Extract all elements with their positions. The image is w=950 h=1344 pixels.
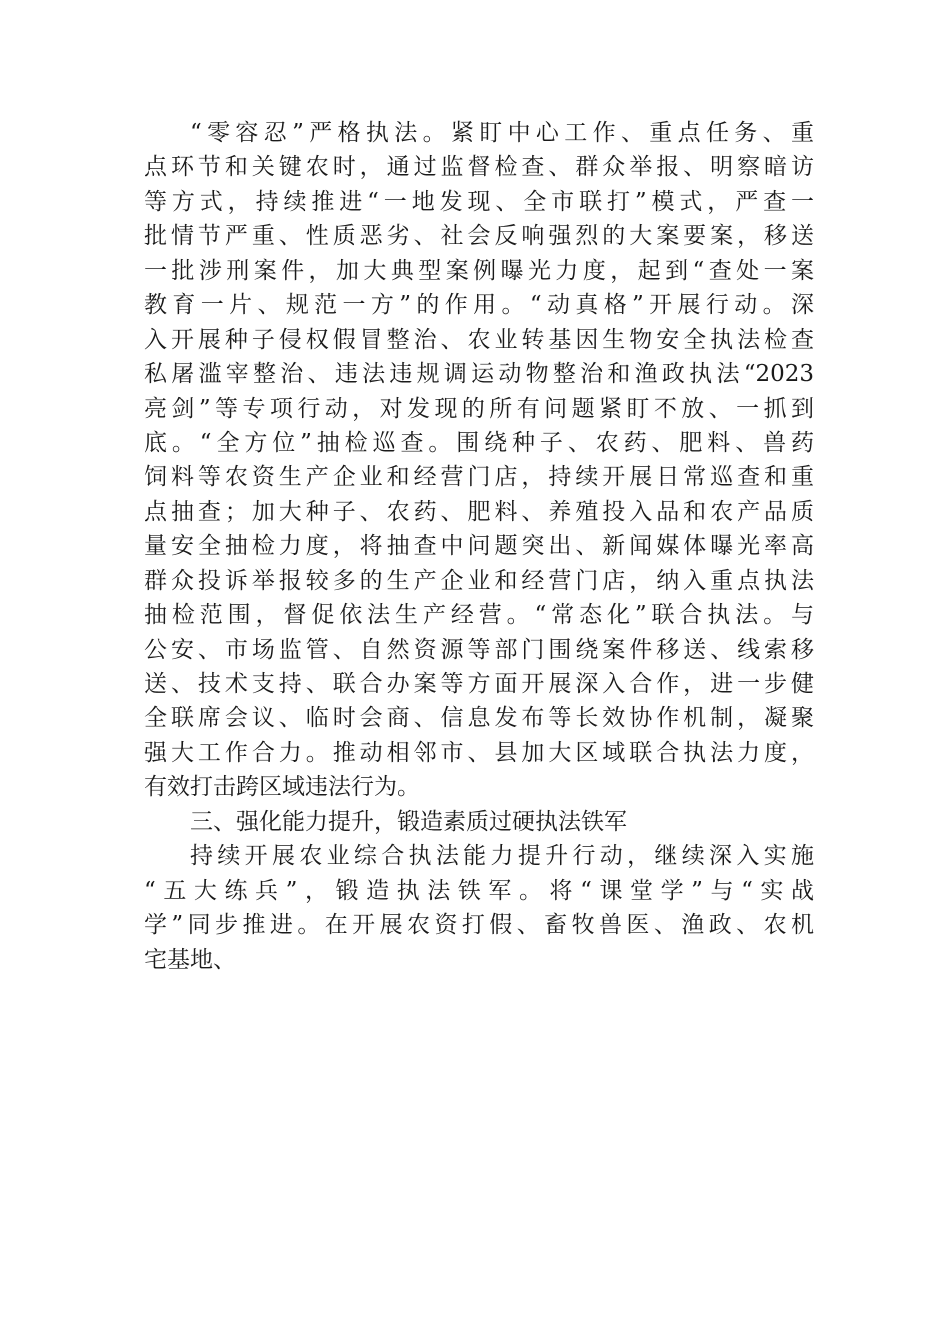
paragraph-line: 亮剑”等专项行动，对发现的所有问题紧盯不放、一抓到 (144, 395, 814, 422)
paragraph-line: 等方式，持续推进“一地发现、全市联打”模式，严查一 (144, 188, 814, 215)
paragraph-line: 饲料等农资生产企业和经营门店，持续开展日常巡查和重 (144, 464, 814, 491)
paragraph-line: 持续开展农业综合执法能力提升行动，继续深入实施 (190, 843, 814, 870)
paragraph-line: 送、技术支持、联合办案等方面开展深入合作，进一步健 (144, 671, 814, 697)
section-heading: 三、强化能力提升，锻造素质过硬执法铁军 (190, 808, 627, 835)
paragraph-line: 私屠滥宰整治、违法违规调运动物整治和渔政执法“2023 (144, 361, 814, 388)
paragraph-line: 入开展种子侵权假冒整治、农业转基因生物安全执法检查 (144, 326, 814, 353)
paragraph-line: 底。“全方位”抽检巡查。围绕种子、农药、肥料、兽药 (144, 429, 814, 456)
paragraph-line: 批情节严重、性质恶劣、社会反响强烈的大案要案，移送 (144, 223, 814, 250)
paragraph-line: 点抽查；加大种子、农药、肥料、养殖投入品和农产品质 (144, 498, 814, 525)
paragraph-line: 有效打击跨区域违法行为。 (144, 774, 420, 801)
paragraph-line: 全联席会议、临时会商、信息发布等长效协作机制，凝聚 (144, 705, 814, 732)
paragraph-line: 公安、市场监管、自然资源等部门围绕案件移送、线索移 (144, 636, 814, 663)
paragraph-line: “零容忍”严格执法。紧盯中心工作、重点任务、重 (190, 120, 814, 146)
body-text (144, 116, 814, 977)
paragraph-line: 教育一片、规范一方”的作用。“动真格”开展行动。深 (144, 292, 814, 319)
paragraph-line: 强大工作合力。推动相邻市、县加大区域联合执法力度， (144, 739, 814, 766)
paragraph-line: “五大练兵”，锻造执法铁军。将“课堂学”与“实战 (144, 877, 814, 904)
paragraph-line: 一批涉刑案件，加大典型案例曝光力度，起到“查处一案 (144, 257, 814, 284)
paragraph-line: 学”同步推进。在开展农资打假、畜牧兽医、渔政、农机 (144, 912, 814, 939)
paragraph-line: 点环节和关键农时，通过监督检查、群众举报、明察暗访 (144, 154, 814, 181)
paragraph-line: 群众投诉举报较多的生产企业和经营门店，纳入重点执法 (144, 567, 814, 594)
paragraph-line: 宅基地、 (144, 946, 236, 973)
paragraph-line: 量安全抽检力度，将抽查中问题突出、新闻媒体曝光率高 (144, 533, 814, 560)
paragraph-line: 抽检范围，督促依法生产经营。“常态化”联合执法。与 (144, 602, 814, 629)
